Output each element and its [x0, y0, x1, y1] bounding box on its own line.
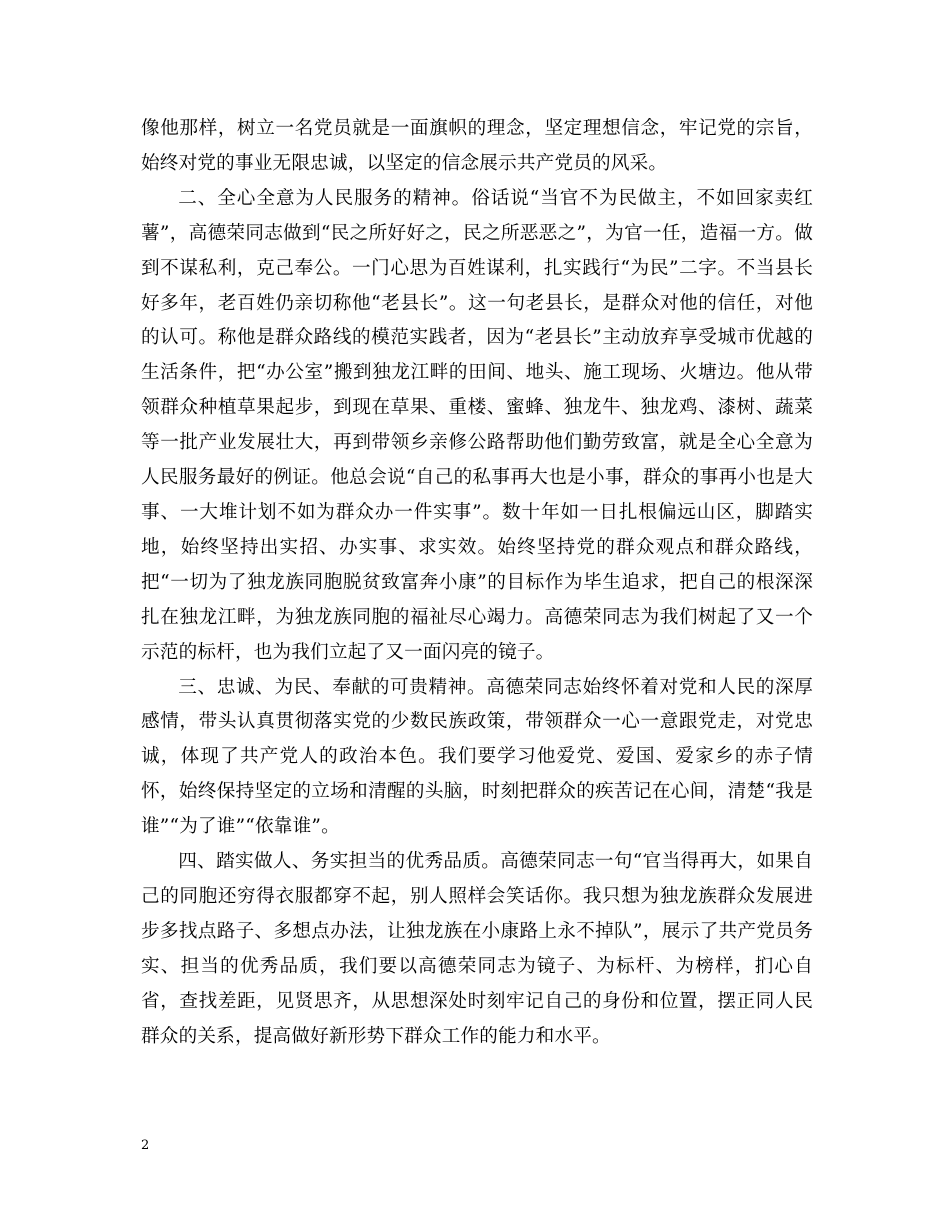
paragraph-section-four: 四、踏实做人、务实担当的优秀品质。高德荣同志一句“官当得再大，如果自己的同胞还穷得衣服都穿不起，别人照样会笑话你。我只想为独龙族群众发展进步多找点路子、多想点办法，让独龙族在小康路上永不掉队”，展示了共产党员务实、担当的优秀品质，我们要以高德荣同志为镜子、为标杆、为榜样，扪心自省，查找差距，见贤思齐，从思想深处时刻牢记自己的身份和位置，摆正同人民群众的关系，提高做好新形势下群众工作的能力和水平。 — [141, 851, 813, 1047]
paragraph-section-three: 三、忠诚、为民、奉献的可贵精神。高德荣同志始终怀着对党和人民的深厚感情，带头认真贯彻落实党的少数民族政策，带领群众一心一意跟党走，对党忠诚，体现了共产党人的政治本色。我们要学习他爱党、爱国、爱家乡的赤子情怀，始终保持坚定的立场和清醒的头脑，时刻把群众的疾苦记在心间，清楚“我是谁”“为了谁”“依靠谁”。 — [141, 676, 813, 838]
document-body — [141, 112, 813, 1054]
paragraph-continuation: 像他那样，树立一名党员就是一面旗帜的理念，坚定理想信念，牢记党的宗旨，始终对党的事业无限忠诚，以坚定的信念展示共产党员的风采。 — [141, 118, 813, 174]
paragraph-section-two: 二、全心全意为人民服务的精神。俗话说“当官不为民做主，不如回家卖红薯”，高德荣同志做到“民之所好好之，民之所恶恶之”，为官一任，造福一方。做到不谋私利，克己奉公。一门心思为百姓谋利，扎实践行“为民”二字。不当县长好多年，老百姓仍亲切称他“老县长”。这一句老县长，是群众对他的信任，对他的认可。称他是群众路线的模范实践者，因为“老县长”主动放弃享受城市优越的生活条件，把“办公室”搬到独龙江畔的田间、地头、施工现场、火塘边。他从带领群众种植草果起步，到现在草果、重楼、蜜蜂、独龙牛、独龙鸡、漆树、蔬菜等一批产业发展壮大，再到带领乡亲修公路帮助他们勤劳致富，就是全心全意为人民服务最好的例证。他总会说“自己的私事再大也是小事，群众的事再小也是大事、一大堆计划不如为群众办一件实事”。数十年如一日扎根偏远山区，脚踏实地，始终坚持出实招、办实事、求实效。始终坚持党的群众观点和群众路线，把“一切为了独龙族同胞脱贫致富奔小康”的目标作为毕生追求，把自己的根深深扎在独龙江畔，为独龙族同胞的福祉尽心竭力。高德荣同志为我们树起了又一个示范的标杆，也为我们立起了又一面闪亮的镜子。 — [141, 187, 813, 663]
page-number: 2 — [141, 1138, 150, 1153]
